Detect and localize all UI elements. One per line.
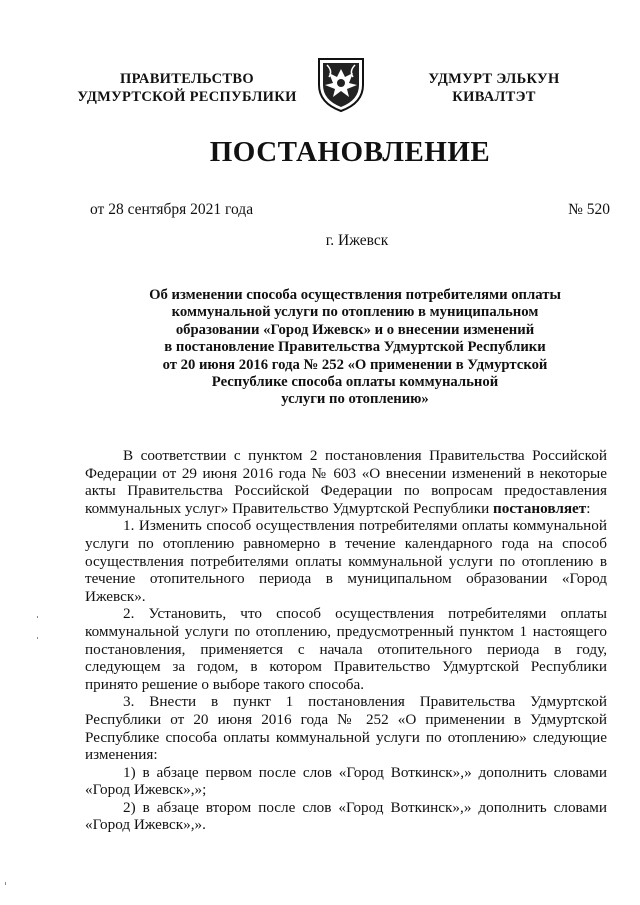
item-3-subitem-2: 2) в абзаце втором после слов «Город Воткинск»,» дополнить словами «Город Ижевск»,».: [85, 798, 607, 834]
scan-artifact: [37, 637, 38, 639]
item-1-paragraph: 1. Изменить способ осуществления потребителями оплаты коммунальной услуги по отоплению равномерно в течение календарного года на способ осуществления потребителями оплаты коммунальной услуги по отоплению в течение отопительного периода в муниципальном образовании «Город Ижевск».: [85, 517, 607, 605]
title-line: Республике способа оплаты коммунальной: [211, 374, 499, 391]
scan-artifact: [37, 616, 38, 618]
document-type-heading: ПОСТАНОВЛЕНИЕ: [209, 136, 491, 168]
item-3-paragraph: 3. Внести в пункт 1 постановления Правительства Удмуртской Республики от 20 июня 2016 года № 252 «О применении в Удмуртской Республике способа оплаты коммунальной услуги по отоплению» следующие изменения:: [85, 693, 607, 764]
title-line: Об изменении способа осуществления потребителями оплаты: [149, 287, 561, 303]
preamble-paragraph: [85, 447, 607, 517]
government-name-udmurt-line-1: УДМУРТ ЭЛЬКУН: [428, 71, 560, 87]
preamble-decree-word: постановляет: [493, 499, 587, 517]
government-name-line-1: ПРАВИТЕЛЬСТВО: [120, 71, 254, 87]
title-line: в постановление Правительства Удмуртской Республики: [164, 339, 546, 356]
preamble-end: :: [586, 499, 591, 517]
document-place: г. Ижевск: [325, 232, 389, 249]
item-2-paragraph: 2. Установить, что способ осуществления потребителями оплаты коммунальной услуги по отоплению, предусмотренный пунктом 1 настоящего постановления, применяется с начала отопительного периода в году, следующем за годом, в котором Правительство Удмуртской Республики принято решение о выборе такого способа.: [85, 605, 607, 693]
coat-of-arms-icon: [315, 55, 367, 113]
preamble-text: В соответствии с пунктом 2 постановления Правительства Российской Федерации от 29 июня 2016 года № 603 «О внесении изменений в некоторые акты Правительства Российской Федерации по вопросам предоставления коммунальных услуг» Правительство Удмуртской Республики: [85, 447, 607, 517]
document-number: № 520: [568, 201, 610, 218]
government-name-udmurt: [404, 70, 584, 106]
government-name-russian: [62, 70, 312, 106]
title-line: образовании «Город Ижевск» и о внесении изменений: [175, 321, 535, 338]
title-line: коммунальной услуги по отоплению в муниципальном: [171, 304, 539, 321]
government-name-udmurt-line-2: КИВАЛТЭТ: [452, 89, 536, 105]
document-date: от 28 сентября 2021 года: [90, 201, 254, 218]
title-line: от 20 июня 2016 года № 252 «О применении в Удмуртской: [162, 356, 548, 373]
document-title: [95, 287, 615, 409]
document-body: [85, 447, 607, 834]
title-line: услуги по отоплению»: [281, 391, 429, 408]
scan-artifact: [5, 882, 6, 885]
government-name-line-2: УДМУРТСКОЙ РЕСПУБЛИКИ: [77, 89, 297, 105]
item-3-subitem-1: 1) в абзаце первом после слов «Город Воткинск»,» дополнить словами «Город Ижевск»,»;: [85, 763, 607, 799]
